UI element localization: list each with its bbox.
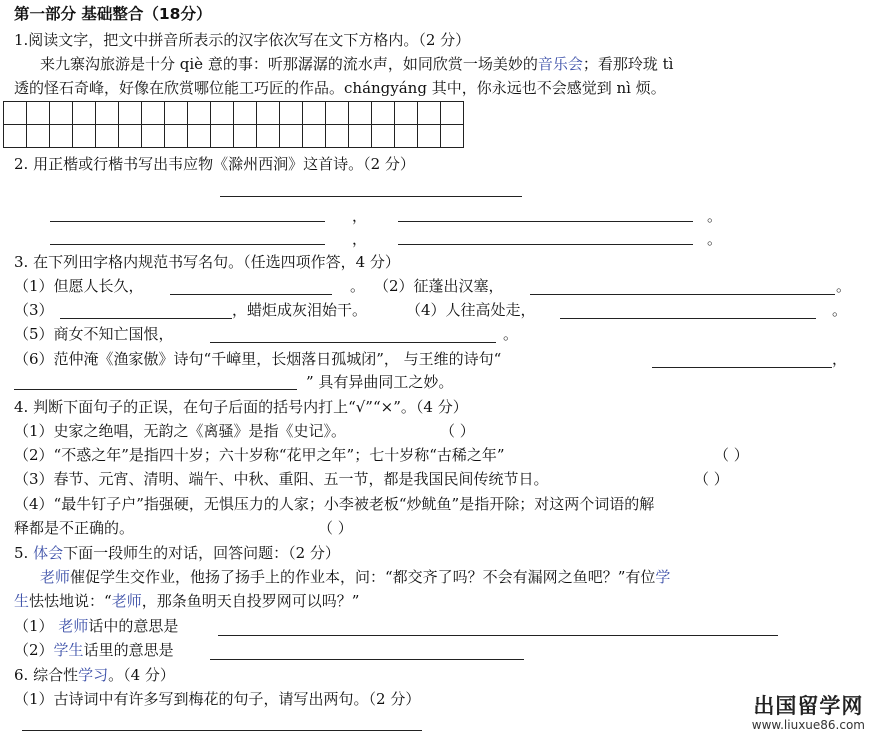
q3-item-4: （4）人往高处走，	[406, 301, 536, 319]
q4-bracket-1[interactable]: （ ）	[440, 422, 475, 440]
teacher-link[interactable]: 老师	[40, 568, 71, 586]
teacher-link-2[interactable]: 老师	[111, 592, 142, 610]
grid-cell[interactable]	[234, 102, 257, 125]
grid-cell[interactable]	[165, 125, 188, 148]
q6-title-text: 6. 综合性	[14, 666, 79, 684]
grid-cell[interactable]	[119, 125, 142, 148]
grid-cell[interactable]	[142, 102, 165, 125]
poem-comma-2: ，	[352, 230, 368, 248]
grid-cell[interactable]	[211, 102, 234, 125]
q3-blank-2[interactable]	[530, 294, 835, 295]
watermark	[752, 694, 865, 732]
poem-line-1b[interactable]	[398, 221, 693, 222]
student-link-part1[interactable]: 学	[655, 568, 671, 586]
q3-item-5-end: 。	[503, 325, 519, 343]
q5-answer-2-number: （2）	[14, 641, 54, 659]
grid-cell[interactable]	[395, 125, 418, 148]
student-link-part2[interactable]: 生	[14, 592, 30, 610]
section-title: 第一部分 基础整合（18分）	[14, 5, 212, 23]
q6-statement-1: （1）古诗词中有许多写到梅花的句子，请写出两句。（2 分）	[14, 690, 421, 708]
grid-cell[interactable]	[280, 102, 303, 125]
grid-cell[interactable]	[441, 102, 464, 125]
grid-cell[interactable]	[326, 125, 349, 148]
study-link[interactable]: 学习	[78, 666, 109, 684]
poem-comma-1: ，	[352, 207, 368, 225]
q5-dialogue-line1	[40, 567, 670, 587]
q3-item-6-line2: ” 具有异曲同工之妙。	[306, 373, 454, 391]
q1-passage-line1	[40, 54, 673, 74]
q3-item-3: （3）	[14, 301, 54, 319]
grid-cell[interactable]	[73, 125, 96, 148]
tihui-link[interactable]: 体会	[33, 544, 64, 562]
poem-line-2a[interactable]	[50, 244, 325, 245]
grid-cell[interactable]	[165, 102, 188, 125]
q1-title: 1.阅读文字，把文中拼音所表示的汉字依次写在文下方格内。（2 分）	[14, 31, 471, 49]
grid-row-1	[4, 102, 464, 125]
watermark-url: www.liuxue86.com	[751, 718, 865, 732]
grid-cell[interactable]	[4, 125, 27, 148]
q5-blank-2[interactable]	[210, 659, 524, 660]
poem-line-1a[interactable]	[50, 221, 325, 222]
teacher-link-3[interactable]: 老师	[58, 617, 89, 635]
q3-item-2: （2）征蓬出汉塞，	[374, 277, 504, 295]
grid-cell[interactable]	[234, 125, 257, 148]
grid-cell[interactable]	[280, 125, 303, 148]
q4-bracket-3[interactable]: （ ）	[694, 470, 729, 488]
q5-answer-1-number: （1）	[14, 617, 59, 635]
grid-cell[interactable]	[326, 102, 349, 125]
grid-cell[interactable]	[418, 125, 441, 148]
q3-item-6-end: ，	[832, 350, 848, 368]
grid-cell[interactable]	[27, 125, 50, 148]
q2-title: 2. 用正楷或行楷书写出韦应物《滁州西涧》这首诗。（2 分）	[14, 155, 415, 173]
q4-statement-2: （2）“不惑之年”是指四十岁；六十岁称“花甲之年”；七十岁称“古稀之年”	[14, 446, 505, 464]
grid-cell[interactable]	[27, 102, 50, 125]
poem-period-2: 。	[707, 230, 723, 248]
grid-cell[interactable]	[96, 125, 119, 148]
q5-dialogue-text: 催促学生交作业，他扬了扬手上的作业本，问：“都交齐了吗？不会有漏网之鱼吧？”有位	[70, 568, 656, 586]
grid-cell[interactable]	[50, 102, 73, 125]
grid-cell[interactable]	[73, 102, 96, 125]
q5-answer-1	[14, 616, 178, 636]
q1-passage-text-end: ；看那玲珑 tì	[582, 55, 674, 73]
q5-answer-2	[14, 640, 174, 660]
watermark-title: 出国留学网	[753, 694, 864, 718]
grid-cell[interactable]	[303, 125, 326, 148]
music-link[interactable]: 音乐会	[537, 55, 583, 73]
q5-dialogue-text-3: ，那条鱼明天自投罗网可以吗？”	[141, 592, 360, 610]
q5-dialogue-line2	[14, 591, 359, 611]
grid-cell[interactable]	[4, 102, 27, 125]
q3-item-4-end: 。	[832, 301, 848, 319]
q1-passage-text: 来九寨沟旅游是十分 qiè 意的事：听那潺潺的流水声，如同欣赏一场美妙的	[40, 55, 538, 73]
q4-statement-4-line2: 释都是不正确的。	[14, 519, 135, 537]
q3-blank-4[interactable]	[560, 318, 816, 319]
q5-answer-2-prompt: 话里的意思是	[83, 641, 174, 659]
grid-cell[interactable]	[119, 102, 142, 125]
q5-number: 5.	[14, 544, 34, 562]
q3-item-2-end: 。	[836, 277, 852, 295]
grid-cell[interactable]	[50, 125, 73, 148]
q4-title: 4. 判断下面句子的正误，在句子后面的括号内打上“√”“×”。（4 分）	[14, 398, 468, 416]
q5-blank-1[interactable]	[218, 635, 778, 636]
answer-grid[interactable]	[3, 101, 464, 148]
q6-title-score: 。（4 分）	[108, 666, 175, 684]
q3-blank-6b[interactable]	[14, 389, 297, 390]
q3-item-1: （1）但愿人长久，	[14, 277, 144, 295]
q3-item-6: （6）范仲淹《渔家傲》诗句“千嶂里，长烟落日孤城闭”， 与王维的诗句“	[14, 350, 502, 368]
q5-title-text: 下面一段师生的对话，回答问题：（2 分）	[63, 544, 340, 562]
grid-cell[interactable]	[257, 102, 280, 125]
q6-title	[14, 665, 175, 685]
grid-cell[interactable]	[441, 125, 464, 148]
q1-passage-line2: 透的怪石奇峰，好像在欣赏哪位能工巧匠的作品。chángyáng 其中，你永远也不会感觉到 nì 烦。	[14, 79, 666, 97]
grid-cell[interactable]	[211, 125, 234, 148]
q4-statement-1: （1）史家之绝唱，无韵之《离骚》是指《史记》。	[14, 422, 347, 440]
q3-blank-5[interactable]	[210, 342, 496, 343]
q3-blank-3[interactable]	[60, 318, 232, 319]
grid-cell[interactable]	[349, 102, 372, 125]
q3-item-3-mid: ，蜡炬成灰泪始干。	[232, 301, 368, 319]
grid-cell[interactable]	[372, 125, 395, 148]
grid-cell[interactable]	[349, 125, 372, 148]
q5-answer-1-prompt: 话中的意思是	[88, 617, 179, 635]
grid-cell[interactable]	[372, 102, 395, 125]
grid-cell[interactable]	[303, 102, 326, 125]
q5-title	[14, 543, 340, 563]
q4-statement-3: （3）春节、元宵、清明、端午、中秋、重阳、五一节，都是我国民间传统节日。	[14, 470, 549, 488]
q3-blank-6a[interactable]	[652, 367, 832, 368]
q4-bracket-4[interactable]: （ ）	[318, 519, 353, 537]
grid-cell[interactable]	[257, 125, 280, 148]
q6-blank-1[interactable]	[22, 730, 422, 731]
student-link-3[interactable]: 学生	[53, 641, 84, 659]
poem-line-2b[interactable]	[398, 244, 693, 245]
grid-cell[interactable]	[188, 125, 211, 148]
q3-item-5: （5）商女不知亡国恨，	[14, 325, 174, 343]
grid-cell[interactable]	[188, 102, 211, 125]
q4-statement-4: （4）“最牛钉子户”指强硬，无惧压力的人家；小李被老板“炒鱿鱼”是指开除；对这两个词语的解	[14, 495, 655, 513]
q3-blank-1[interactable]	[170, 294, 332, 295]
q5-dialogue-text-2: 怯怯地说：“	[29, 592, 112, 610]
q3-title: 3. 在下列田字格内规范书写名句。（任选四项作答，4 分）	[14, 253, 400, 271]
grid-cell[interactable]	[418, 102, 441, 125]
q3-item-1-end: 。	[350, 277, 366, 295]
grid-cell[interactable]	[142, 125, 165, 148]
grid-cell[interactable]	[395, 102, 418, 125]
q4-bracket-2[interactable]: （ ）	[714, 446, 749, 464]
poem-title-line[interactable]	[220, 196, 522, 197]
grid-cell[interactable]	[96, 102, 119, 125]
grid-row-2	[4, 125, 464, 148]
poem-period-1: 。	[707, 207, 723, 225]
